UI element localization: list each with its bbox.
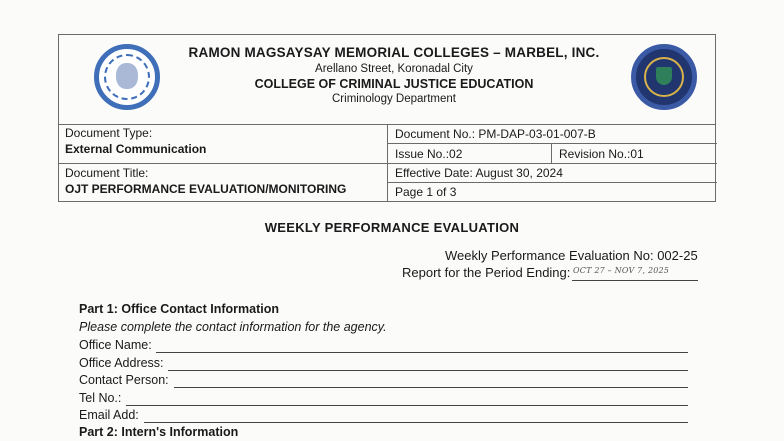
grid-divider bbox=[59, 163, 387, 164]
evaluation-number: Weekly Performance Evaluation No: 002-25 bbox=[445, 248, 698, 263]
period-label: Report for the Period Ending: bbox=[402, 265, 571, 280]
contact-person-field[interactable] bbox=[174, 387, 688, 388]
grid-divider bbox=[387, 163, 717, 164]
tel-no-field[interactable] bbox=[126, 405, 688, 406]
department-seal-icon bbox=[631, 44, 697, 110]
grid-divider bbox=[551, 143, 552, 163]
institution-name: RAMON MAGSAYSAY MEMORIAL COLLEGES – MARBEL, INC. bbox=[188, 45, 600, 60]
college-name: COLLEGE OF CRIMINAL JUSTICE EDUCATION bbox=[254, 77, 534, 91]
document-title-value: OJT PERFORMANCE EVALUATION/MONITORING bbox=[65, 182, 347, 196]
office-name-field[interactable] bbox=[156, 352, 688, 353]
document-header bbox=[58, 34, 716, 202]
period-value: OCT 27 – NOV 7, 2025 bbox=[573, 266, 670, 275]
office-name-label: Office Name: bbox=[79, 338, 152, 352]
document-type-label: Document Type: bbox=[65, 126, 153, 140]
tel-no-label: Tel No.: bbox=[79, 391, 122, 405]
period-underline bbox=[572, 280, 698, 281]
part2-title: Part 2: Intern's Information bbox=[79, 425, 239, 439]
document-type-value: External Communication bbox=[65, 142, 207, 156]
college-seal-icon bbox=[94, 44, 160, 110]
document-number: Document No.: PM-DAP-03-01-007-B bbox=[395, 127, 596, 141]
effective-date: Effective Date: August 30, 2024 bbox=[395, 166, 563, 180]
office-address-field[interactable] bbox=[168, 370, 688, 371]
institution-address: Arellano Street, Koronadal City bbox=[315, 63, 473, 75]
part1-title: Part 1: Office Contact Information bbox=[79, 302, 280, 316]
email-label: Email Add: bbox=[79, 408, 139, 422]
header-banner bbox=[59, 35, 715, 125]
section-title: WEEKLY PERFORMANCE EVALUATION bbox=[264, 220, 520, 235]
department-name: Criminology Department bbox=[332, 93, 456, 105]
office-address-label: Office Address: bbox=[79, 356, 164, 370]
contact-person-label: Contact Person: bbox=[79, 373, 169, 387]
email-field[interactable] bbox=[144, 422, 688, 423]
issue-number: Issue No.:02 bbox=[395, 147, 463, 161]
grid-divider bbox=[387, 143, 717, 144]
revision-number: Revision No.:01 bbox=[559, 147, 644, 161]
page-count: Page 1 of 3 bbox=[395, 185, 457, 199]
grid-divider bbox=[387, 182, 717, 183]
header-text bbox=[169, 45, 619, 105]
part1-instructions: Please complete the contact information for the agency. bbox=[79, 320, 387, 334]
document-title-label: Document Title: bbox=[65, 166, 149, 180]
